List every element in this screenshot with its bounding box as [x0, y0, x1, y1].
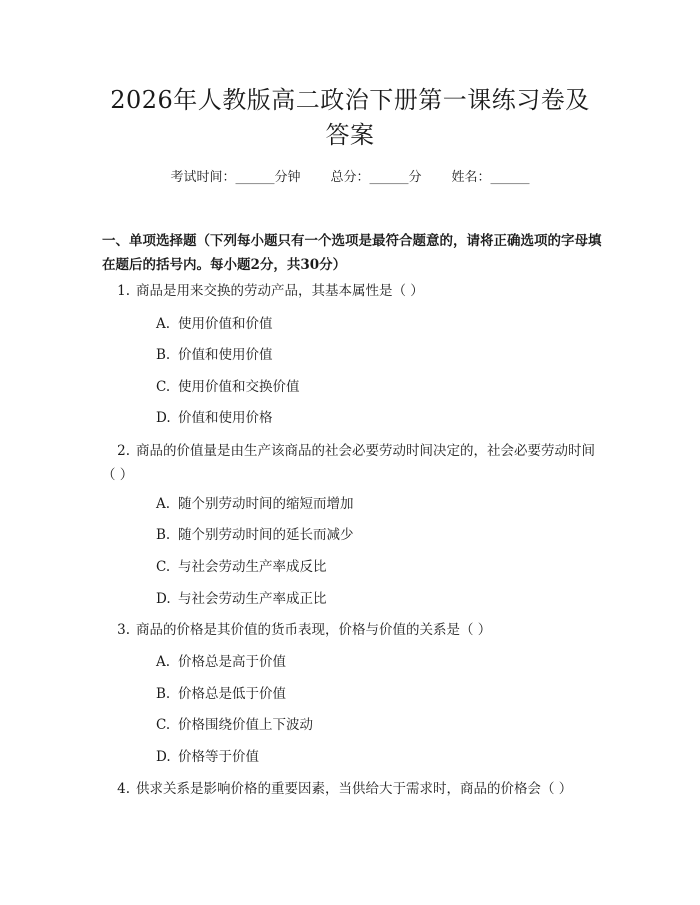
option-text: 价值和使用价格	[178, 410, 273, 426]
section-heading: 一、单项选择题（下列每小题只有一个选项是最符合题意的，请将正确选项的字母填在题后的括号内。每小题2分，共30分）	[102, 233, 602, 273]
option-3a	[156, 652, 286, 672]
question-text: 商品的价格是其价值的货币表现，价格与价值的关系是（ ）	[136, 622, 492, 638]
option-letter: B.	[156, 527, 171, 543]
option-3c	[156, 715, 313, 735]
option-letter: C.	[156, 559, 171, 575]
option-text: 与社会劳动生产率成正比	[178, 591, 327, 607]
option-text: 与社会劳动生产率成反比	[178, 559, 327, 575]
exam-score-field: 总分：______分	[330, 170, 422, 185]
question-number: 4.	[117, 781, 130, 797]
option-text: 随个别劳动时间的延长而减少	[178, 527, 354, 543]
student-name-field: 姓名：______	[451, 170, 530, 185]
option-2a	[156, 494, 354, 514]
question-1	[102, 279, 597, 303]
option-letter: D.	[156, 591, 171, 607]
option-1d	[156, 408, 273, 428]
option-1a	[156, 314, 273, 334]
question-3	[102, 618, 597, 642]
page-title-line-2: 答案	[325, 121, 375, 149]
question-4	[102, 777, 597, 801]
page-title-line-1: 2026年人教版高二政治下册第一课练习卷及	[110, 86, 590, 114]
option-letter: D.	[156, 410, 171, 426]
option-1b	[156, 345, 273, 365]
option-text: 价格等于价值	[178, 749, 259, 765]
option-2c	[156, 557, 327, 577]
option-letter: B.	[156, 686, 171, 702]
option-1c	[156, 377, 300, 397]
option-text: 价格围绕价值上下波动	[178, 717, 313, 733]
option-letter: B.	[156, 347, 171, 363]
question-text: 商品的价值量是由生产该商品的社会必要劳动时间决定的，社会必要劳动时间（ ）	[102, 443, 595, 483]
option-text: 使用价值和价值	[178, 316, 273, 332]
option-text: 随个别劳动时间的缩短而增加	[178, 496, 354, 512]
option-letter: C.	[156, 717, 171, 733]
option-2d	[156, 589, 327, 609]
option-letter: D.	[156, 749, 171, 765]
option-text: 价格总是高于价值	[178, 654, 286, 670]
option-letter: A.	[156, 654, 171, 670]
question-number: 1.	[117, 283, 130, 299]
question-text: 供求关系是影响价格的重要因素，当供给大于需求时，商品的价格会（ ）	[136, 781, 573, 797]
option-text: 价格总是低于价值	[178, 686, 286, 702]
option-text: 价值和使用价值	[178, 347, 273, 363]
exam-time-field: 考试时间：______分钟	[170, 170, 301, 185]
question-number: 2.	[117, 443, 130, 459]
question-number: 3.	[117, 622, 130, 638]
option-3d	[156, 747, 259, 767]
exam-meta	[0, 168, 700, 188]
option-3b	[156, 684, 286, 704]
option-text: 使用价值和交换价值	[178, 379, 300, 395]
option-letter: A.	[156, 316, 171, 332]
option-letter: C.	[156, 379, 171, 395]
question-text: 商品是用来交换的劳动产品，其基本属性是（ ）	[136, 283, 424, 299]
question-2	[102, 439, 597, 487]
option-letter: A.	[156, 496, 171, 512]
option-2b	[156, 525, 354, 545]
